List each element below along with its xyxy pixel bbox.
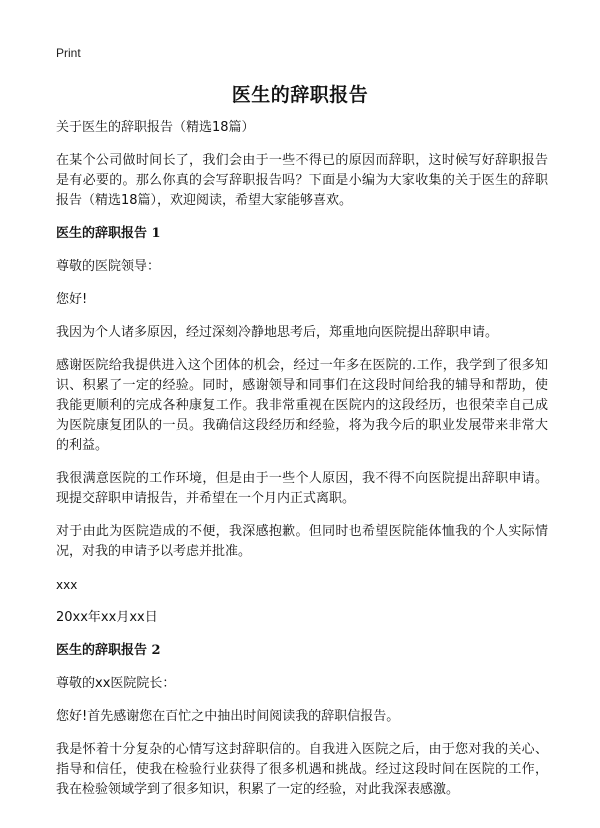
body-paragraph: 我很满意医院的工作环境，但是由于一些个人原因，我不得不向医院提出辞职申请。现提交辞职申请报告，并希望在一个月内正式离职。 [56, 471, 548, 506]
body-paragraph: 我是怀着十分复杂的心情写这封辞职信的。自我进入医院之后，由于您对我的关心、指导和信任，使我在检验行业获得了很多机遇和挑战。经过这段时间在医院的工作，我在检验领域学到了很多知识，积累了一定的经验，对此我深表感激。 [56, 742, 548, 797]
signature-date: 20xx年xx月xx日 [56, 610, 158, 625]
salutation: 尊敬的xx医院院长： [56, 676, 176, 691]
document-title: 医生的辞职报告 [231, 84, 369, 106]
body-paragraph: 您好!首先感谢您在百忙之中抽出时间阅读我的辞职信报告。 [56, 709, 400, 724]
section-heading: 医生的辞职报告 2 [56, 643, 161, 658]
print-label[interactable]: Print [56, 46, 81, 60]
body-paragraph: 对于由此为医院造成的不便，我深感抱歉。但同时也希望医院能体恤我的个人实际情况，对我的申请予以考虑并批准。 [56, 524, 548, 559]
greeting: 您好! [56, 292, 88, 307]
salutation: 尊敬的医院领导： [56, 259, 161, 274]
signature-name: xxx [56, 578, 78, 592]
body-paragraph: 我因为个人诸多原因，经过深刻冷静地思考后，郑重地向医院提出辞职申请。 [56, 325, 499, 340]
body-paragraph: 感谢医院给我提供进入这个团体的机会，经过一年多在医院的.工作，我学到了很多知识、积累了一定的经验。同时，感谢领导和同事们在这段时间给我的辅导和帮助，使我能更顺利的完成各种康复工作。我非常重视在医院内的这段经历，也很荣幸自己成为医院康复团队的一员。我确信这段经历和经验，将为我今后的职业发展带来非常大的利益。 [56, 358, 548, 453]
intro-paragraph: 在某个公司做时间长了，我们会由于一些不得已的原因而辞职，这时候写好辞职报告是有必要的。那么你真的会写辞职报告吗？下面是小编为大家收集的关于医生的辞职报告（精选18篇），欢迎阅读，希望大家能够喜欢。 [56, 153, 548, 208]
document-body [56, 118, 548, 813]
section-heading: 医生的辞职报告 1 [56, 226, 161, 241]
document-subtitle: 关于医生的辞职报告（精选18篇） [56, 120, 255, 135]
